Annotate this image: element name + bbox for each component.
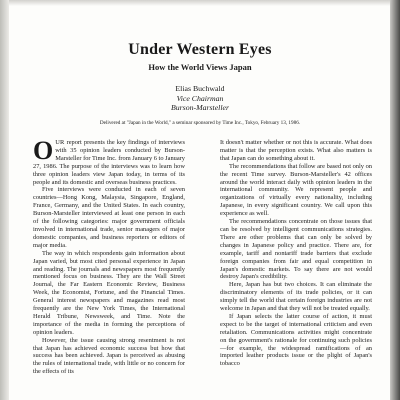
- paragraph: The recommendations concentrate on those issues that can be resolved by intelligent communications strategies. There are other problems that can only be solved by changes in Japanese policy and practice. There are, for example, tariff and nontariff trade barriers that exclude foreign companies from fair and equal competition in Japan's domestic markets. To say there are not would destroy Japan's credibility.: [220, 218, 372, 281]
- page-shadow-left: [0, 0, 9, 400]
- author-org: Burson-Marsteller: [170, 103, 230, 112]
- right-column: [220, 139, 372, 368]
- paragraph: The way in which respondents gain information about Japan varied, but most cited personal experience in Japan and reading. The journals and newspapers most frequently mentioned focus on business. They are the Wall Street Journal, the Far Eastern Economic Review, Business Week, the Economist, Fortune, and the Financial Times. General interest newspapers and magazines read most frequently are the New York Times, the International Herald Tribune, Newsweek, and Time. Note the importance of the media in forming the perceptions of opinion leaders.: [33, 249, 185, 336]
- article-subtitle: How the World Views Japan: [148, 62, 252, 72]
- article-title: Under Western Eyes: [128, 41, 272, 58]
- paragraph: It doesn't matter whether or not this is accurate. What does matter is that the perception exists. What also matters is that Japan can do something about it.: [220, 139, 372, 162]
- author-name: Elias Buchwald: [175, 84, 225, 93]
- byline: [0, 84, 400, 113]
- paragraph: The recommendations that follow are based not only on the recent Time survey. Burson-Marsteller's 42 offices around the world interact daily with opinion leaders in the international community. We represent people and organizations of virtually every nationality, including Japanese, in every significant country. We call upon this experience as well.: [220, 162, 372, 218]
- drop-cap: O: [33, 136, 54, 165]
- left-column: [33, 136, 185, 376]
- paragraph: Five interviews were conducted in each of seven countries—Hong Kong, Malaysia, Singapore, England, France, Germany, and the United States. In each country, Burson-Marsteller interviewed at least one person in each of the following categories: major government officials involved in international trade, senior managers of major domestic companies, and business reporters or editors of major media.: [33, 186, 185, 249]
- lead-in-smallcaps: UR: [55, 139, 65, 146]
- page-shadow-right: [390, 0, 400, 400]
- page-shadow-top: [0, 0, 400, 6]
- paragraph: If Japan selects the latter course of action, it must expect to be the target of international criticism and even retaliation. Communications activities might concentrate on the government's rationale for continuing such policies—for example, the widespread ramifications of an imported leather products issue or the plight of Japan's tobacco: [220, 312, 372, 368]
- paragraph: Here, Japan has but two choices. It can eliminate the discriminatory elements of its trade policies, or it can simply tell the world that certain foreign industries are not welcome in Japan and that they will not be treated equally.: [220, 281, 372, 313]
- paragraph: However, the issue causing strong resentment is not that Japan has achieved economic success but how that success has been achieved. Japan is perceived as abusing the rules of international trade, with little or no concern for the effects of its: [33, 336, 185, 376]
- paragraph: [33, 136, 185, 186]
- paragraph-text: report presents the key findings of interviews with 35 opinion leaders conducted by Burson-Marsteller for Time Inc. from January 6 to January 27, 1986. The purpose of the interviews was to learn how three opinion leaders view Japan today, in terms of its people and its domestic and overseas business practices.: [33, 139, 185, 186]
- author-role: Vice Chairman: [176, 93, 224, 103]
- delivered-note: Delivered at "Japan in the World," a seminar sponsored by Time Inc., Tokyo, February 13, 1986.: [99, 120, 301, 126]
